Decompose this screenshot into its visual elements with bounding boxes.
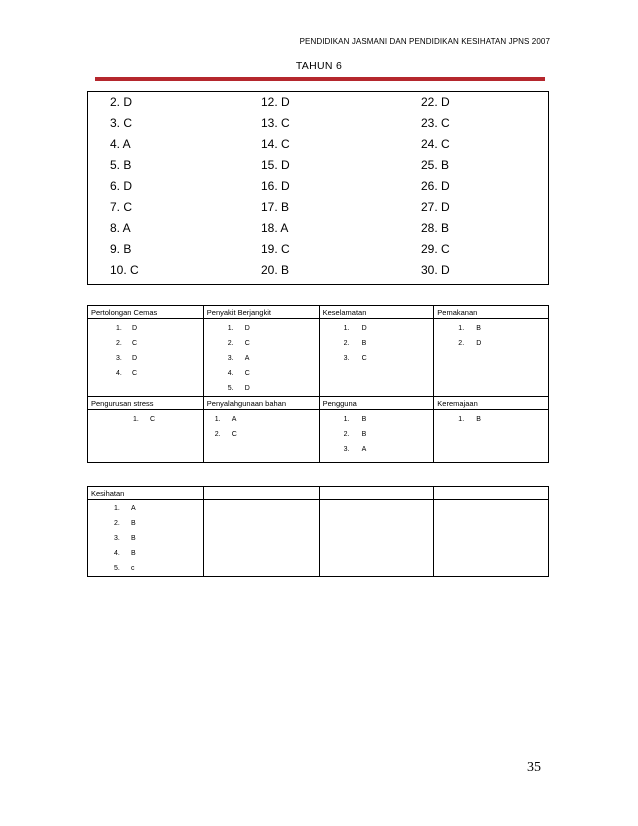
empty-cell [434, 500, 549, 577]
item-answer: A [231, 416, 237, 423]
answer-item [116, 336, 203, 351]
item-number: 2. [343, 340, 350, 347]
table-row [88, 410, 549, 463]
item-number: 3. [116, 355, 122, 362]
answer-item [344, 427, 434, 442]
item-number: 2. [343, 431, 350, 438]
answer-item [458, 321, 548, 336]
answer-column-3 [421, 92, 450, 281]
page-number: 35 [527, 760, 541, 775]
empty-cell [319, 500, 434, 577]
item-number: 3. [227, 355, 234, 362]
item-number: 1. [458, 325, 465, 332]
item-number: 2. [114, 520, 120, 527]
topic-header: Pengguna [319, 397, 434, 410]
topic-header: Keremajaan [434, 397, 549, 410]
answer-item [215, 427, 319, 442]
topic-answers [434, 410, 549, 463]
table-row [88, 500, 549, 577]
answer-item [116, 366, 203, 381]
item-number: 5. [227, 385, 234, 392]
section-subtitle [0, 60, 638, 72]
table-header-row [88, 306, 549, 319]
item-number: 4. [114, 550, 120, 557]
item-number: 3. [114, 535, 120, 542]
item-number: 1. [116, 325, 122, 332]
topic-answers [434, 319, 549, 397]
item-answer: C [132, 340, 138, 347]
item-answer: C [244, 370, 250, 377]
header-divider [95, 77, 545, 81]
answer-item: 27. D [421, 200, 450, 214]
topic-header [434, 487, 549, 500]
empty-cell [203, 500, 319, 577]
answer-item [458, 412, 548, 427]
answer-item: 14. C [261, 137, 290, 151]
topic-header [319, 487, 434, 500]
answer-item [116, 321, 203, 336]
answer-item: 25. B [421, 158, 450, 172]
answer-item: 8. A [110, 221, 131, 235]
answer-item: 12. D [261, 95, 290, 109]
answer-item: 28. B [421, 221, 450, 235]
answer-item [344, 336, 434, 351]
topic-header: Keselamatan [319, 306, 434, 319]
answer-item: 18. A [261, 221, 289, 235]
answer-item: 6. D [110, 179, 133, 193]
item-number: 5. [114, 565, 120, 572]
item-answer: C [150, 416, 156, 423]
item-answer: D [476, 340, 482, 347]
item-answer: A [244, 355, 250, 362]
answer-item [344, 412, 434, 427]
answer-item [114, 546, 203, 561]
topic-answers [319, 319, 434, 397]
answer-item: 2. D [110, 95, 133, 109]
topic-answers [203, 410, 319, 463]
answer-item: 4. A [110, 137, 131, 151]
topic-header: Penyalahgunaan bahan [203, 397, 319, 410]
topic-answers [88, 319, 204, 397]
item-answer: D [244, 325, 250, 332]
answer-item: 16. D [261, 179, 290, 193]
topic-header: Pemakanan [434, 306, 549, 319]
answer-item [228, 321, 319, 336]
answer-item [228, 366, 319, 381]
topic-header: Kesihatan [88, 487, 204, 500]
topic-answer-table [87, 305, 549, 463]
answer-item: 20. B [261, 263, 290, 277]
item-answer: c [131, 565, 135, 572]
item-number: 3. [343, 446, 350, 453]
answer-item [228, 381, 319, 396]
topic-answers [88, 500, 204, 577]
answer-item [344, 321, 434, 336]
item-answer: C [244, 340, 250, 347]
item-number: 4. [116, 370, 122, 377]
item-answer: D [132, 325, 138, 332]
answer-item [344, 442, 434, 457]
item-answer: B [131, 520, 136, 527]
answer-item [228, 351, 319, 366]
item-number: 4. [227, 370, 234, 377]
item-answer: B [131, 535, 136, 542]
item-number: 2. [214, 431, 221, 438]
answer-item: 5. B [110, 158, 132, 172]
running-title: PENDIDIKAN JASMANI DAN PENDIDIKAN KESIHATAN JPNS 2007 [299, 37, 550, 46]
item-answer: C [132, 370, 138, 377]
item-number: 1. [458, 416, 465, 423]
answer-item: 23. C [421, 116, 450, 130]
item-answer: B [361, 340, 367, 347]
item-number: 2. [458, 340, 465, 347]
item-number: 1. [133, 416, 139, 423]
item-answer: B [476, 325, 481, 332]
answer-item: 9. B [110, 242, 132, 256]
answer-item: 10. C [110, 263, 139, 277]
answer-item [133, 412, 203, 427]
topic-answers [88, 410, 204, 463]
topic-answers [319, 410, 434, 463]
answer-item: 19. C [261, 242, 290, 256]
answer-key-box [87, 91, 549, 285]
answer-item [114, 531, 203, 546]
answer-item: 22. D [421, 95, 450, 109]
item-answer: B [361, 431, 367, 438]
item-answer: A [131, 505, 136, 512]
topic-answer-table-2 [87, 486, 549, 577]
answer-item: 17. B [261, 200, 290, 214]
topic-header: Penyakit Berjangkit [203, 306, 319, 319]
answer-item: 13. C [261, 116, 290, 130]
item-answer: D [132, 355, 138, 362]
item-answer: C [361, 355, 367, 362]
answer-item [114, 516, 203, 531]
item-answer: C [231, 431, 237, 438]
subtitle-text: TAHUN 6 [295, 60, 343, 72]
item-number: 1. [227, 325, 234, 332]
item-answer: D [244, 385, 250, 392]
answer-column-1 [110, 92, 139, 281]
item-number: 2. [116, 340, 122, 347]
table-row [88, 319, 549, 397]
answer-item: 15. D [261, 158, 290, 172]
answer-item: 24. C [421, 137, 450, 151]
item-answer: B [361, 416, 367, 423]
answer-item: 29. C [421, 242, 450, 256]
answer-item [458, 336, 548, 351]
item-number: 1. [343, 325, 350, 332]
answer-item [344, 351, 434, 366]
answer-item: 7. C [110, 200, 133, 214]
item-number: 2. [227, 340, 234, 347]
answer-item: 3. C [110, 116, 133, 130]
topic-answers [203, 319, 319, 397]
topic-header [203, 487, 319, 500]
item-answer: D [361, 325, 367, 332]
table-header-row [88, 487, 549, 500]
item-number: 3. [343, 355, 350, 362]
answer-item [228, 336, 319, 351]
item-answer: B [476, 416, 481, 423]
answer-column-2 [261, 92, 290, 281]
answer-item [215, 412, 319, 427]
topic-header: Pengurusan stress [88, 397, 204, 410]
item-answer: B [131, 550, 136, 557]
answer-item [116, 351, 203, 366]
answer-item: 30. D [421, 263, 450, 277]
item-answer: A [361, 446, 367, 453]
item-number: 1. [214, 416, 221, 423]
item-number: 1. [114, 505, 120, 512]
item-number: 1. [343, 416, 350, 423]
topic-header: Pertolongan Cemas [88, 306, 204, 319]
table-header-row [88, 397, 549, 410]
answer-item [114, 561, 203, 576]
answer-item: 26. D [421, 179, 450, 193]
answer-item [114, 501, 203, 516]
